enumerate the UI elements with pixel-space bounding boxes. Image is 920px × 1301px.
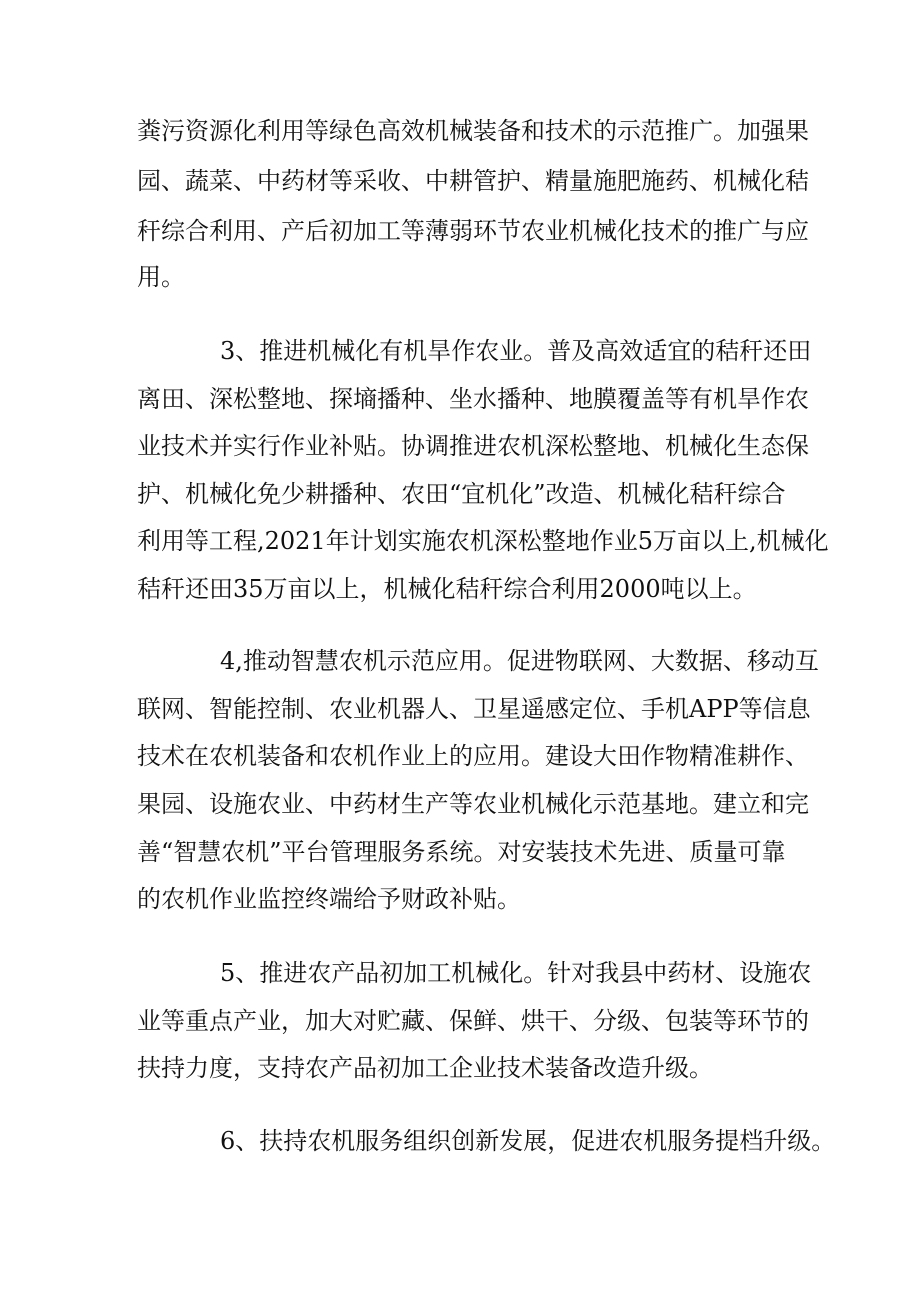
paragraph-3-line-2: 联网、智能控制、农业机器人、卫星遥感定位、手机APP等信息 xyxy=(137,695,811,723)
paragraph-3-line-5: 善“智慧农机”平台管理服务系统。对安装技术先进、质量可靠 xyxy=(137,838,786,866)
paragraph-4-line-2: 业等重点产业，加大对贮藏、保鲜、烘干、分级、包装等环节的 xyxy=(137,1007,809,1035)
paragraph-3-line-1: 4,推动智慧农机示范应用。促进物联网、大数据、移动互 xyxy=(220,647,819,675)
paragraph-1-line-2: 园、蔬菜、中药材等采收、中耕管护、精量施肥施药、机械化秸 xyxy=(137,167,809,195)
paragraph-2-line-3: 业技术并实行作业补贴。协调推进农机深松整地、机械化生态保 xyxy=(137,432,809,460)
paragraph-2-line-2: 离田、深松整地、探墒播种、坐水播种、地膜覆盖等有机旱作农 xyxy=(137,385,809,413)
paragraph-2-line-1: 3、推进机械化有机旱作农业。普及高效适宜的秸秆还田 xyxy=(220,337,812,365)
paragraph-3-line-3: 技术在农机装备和农机作业上的应用。建设大田作物精准耕作、 xyxy=(137,742,809,770)
paragraph-4-line-1: 5、推进农产品初加工机械化。针对我县中药材、设施农 xyxy=(220,959,812,987)
paragraph-2-line-5: 利用等工程,2021年计划实施农机深松整地作业5万亩以上,机械化 xyxy=(137,527,829,555)
paragraph-3-line-6: 的农机作业监控终端给予财政补贴。 xyxy=(137,885,521,913)
paragraph-4-line-3: 扶持力度，支持农产品初加工企业技术装备改造升级。 xyxy=(137,1054,713,1082)
paragraph-2-line-6: 秸秆还田35万亩以上，机械化秸秆综合利用2000吨以上。 xyxy=(137,575,757,603)
paragraph-1-line-4: 用。 xyxy=(137,263,185,291)
paragraph-3-line-4: 果园、设施农业、中药材生产等农业机械化示范基地。建立和完 xyxy=(137,790,809,818)
paragraph-1-line-3: 秆综合利用、产后初加工等薄弱环节农业机械化技术的推广与应 xyxy=(137,217,809,245)
paragraph-2-line-4: 护、机械化免少耕播种、农田“宜机化”改造、机械化秸秆综合 xyxy=(137,480,786,508)
paragraph-1-line-1: 粪污资源化利用等绿色高效机械装备和技术的示范推广。加强果 xyxy=(137,117,809,145)
paragraph-5-line-1: 6、扶持农机服务组织创新发展，促进农机服务提档升级。 xyxy=(220,1127,836,1155)
